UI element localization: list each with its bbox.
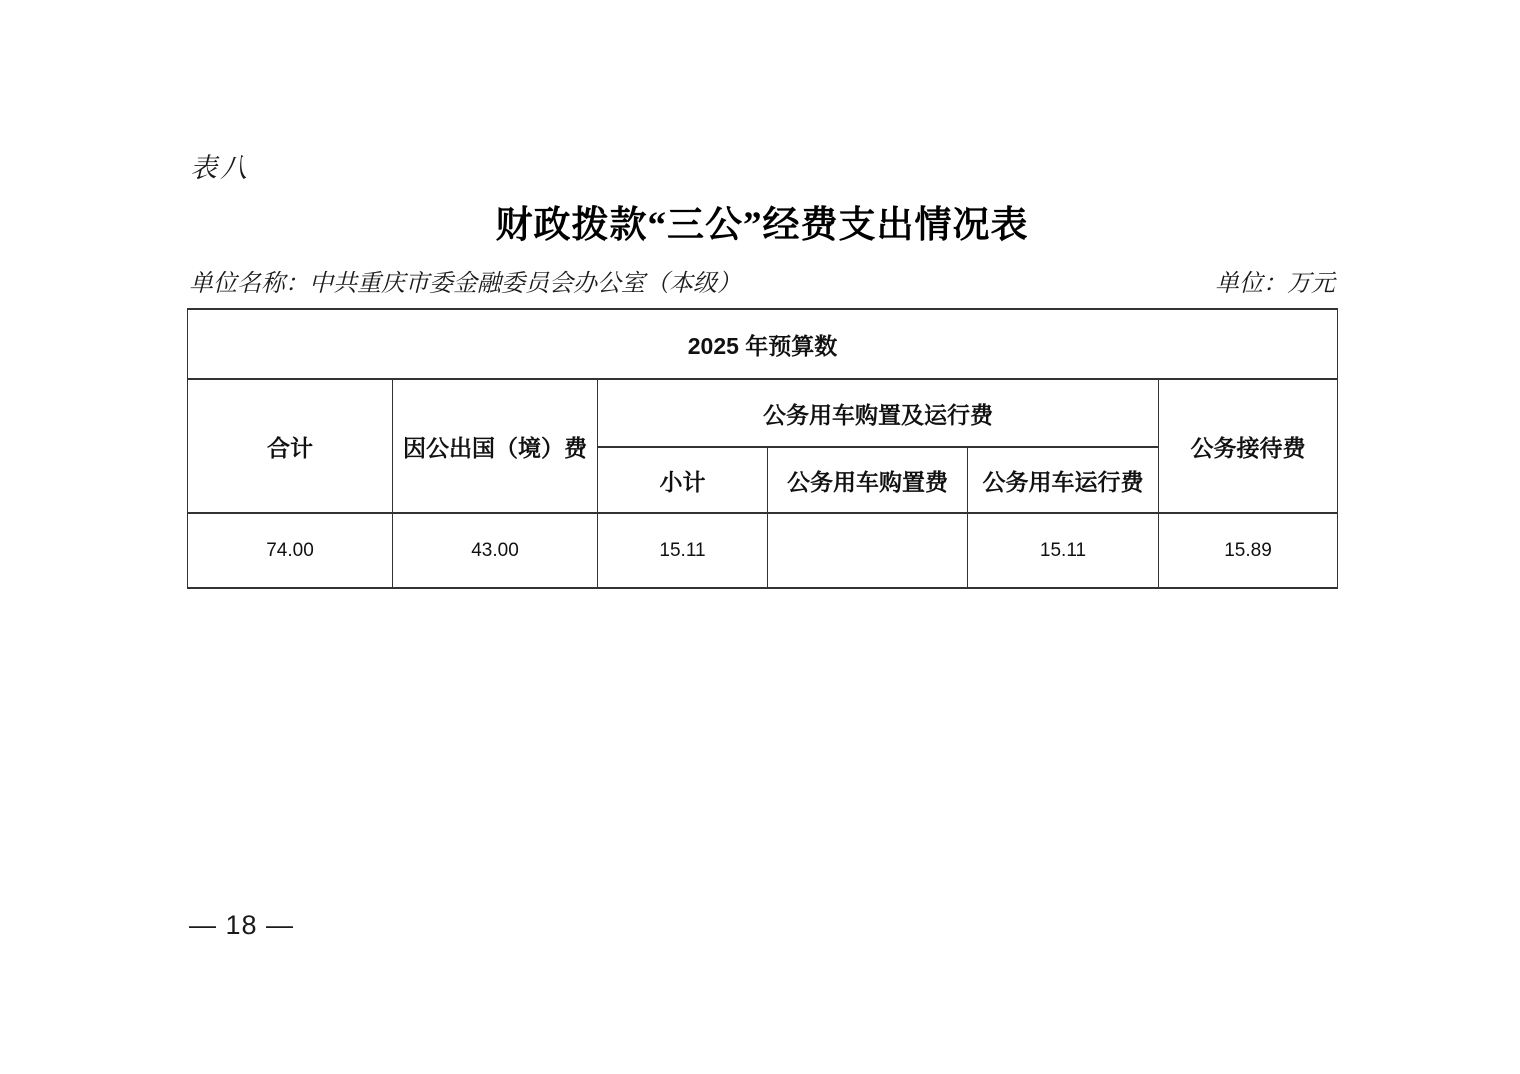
- value-abroad: 43.00: [393, 513, 598, 588]
- header-total: 合计: [188, 379, 393, 513]
- header-vehicle-purchase: 公务用车购置费: [768, 447, 968, 513]
- value-vehicle-subtotal: 15.11: [598, 513, 768, 588]
- table-row-header-upper: [188, 379, 1338, 447]
- value-vehicle-purchase: [768, 513, 968, 588]
- info-line: [189, 263, 1335, 298]
- header-vehicle-group: 公务用车购置及运行费: [598, 379, 1159, 447]
- unit-of-measure-label: 单位：万元: [1215, 271, 1335, 297]
- header-reception: 公务接待费: [1159, 379, 1338, 513]
- table-row-values: [188, 513, 1338, 588]
- page-number: — 18 —: [189, 910, 295, 940]
- header-vehicle-subtotal: 小计: [598, 447, 768, 513]
- value-reception: 15.89: [1159, 513, 1338, 588]
- budget-table: [187, 308, 1338, 589]
- table-number-label: 表八: [190, 153, 250, 183]
- header-abroad: 因公出国（境）费: [393, 379, 598, 513]
- unit-name-label: 单位名称：中共重庆市委金融委员会办公室（本级）: [189, 271, 741, 297]
- value-vehicle-operation: 15.11: [968, 513, 1159, 588]
- header-vehicle-operation: 公务用车运行费: [968, 447, 1159, 513]
- page-title: 财政拨款“三公”经费支出情况表: [495, 205, 1029, 246]
- value-total: 74.00: [188, 513, 393, 588]
- table-row-year: [188, 309, 1338, 379]
- year-header-cell: 2025 年预算数: [188, 309, 1338, 379]
